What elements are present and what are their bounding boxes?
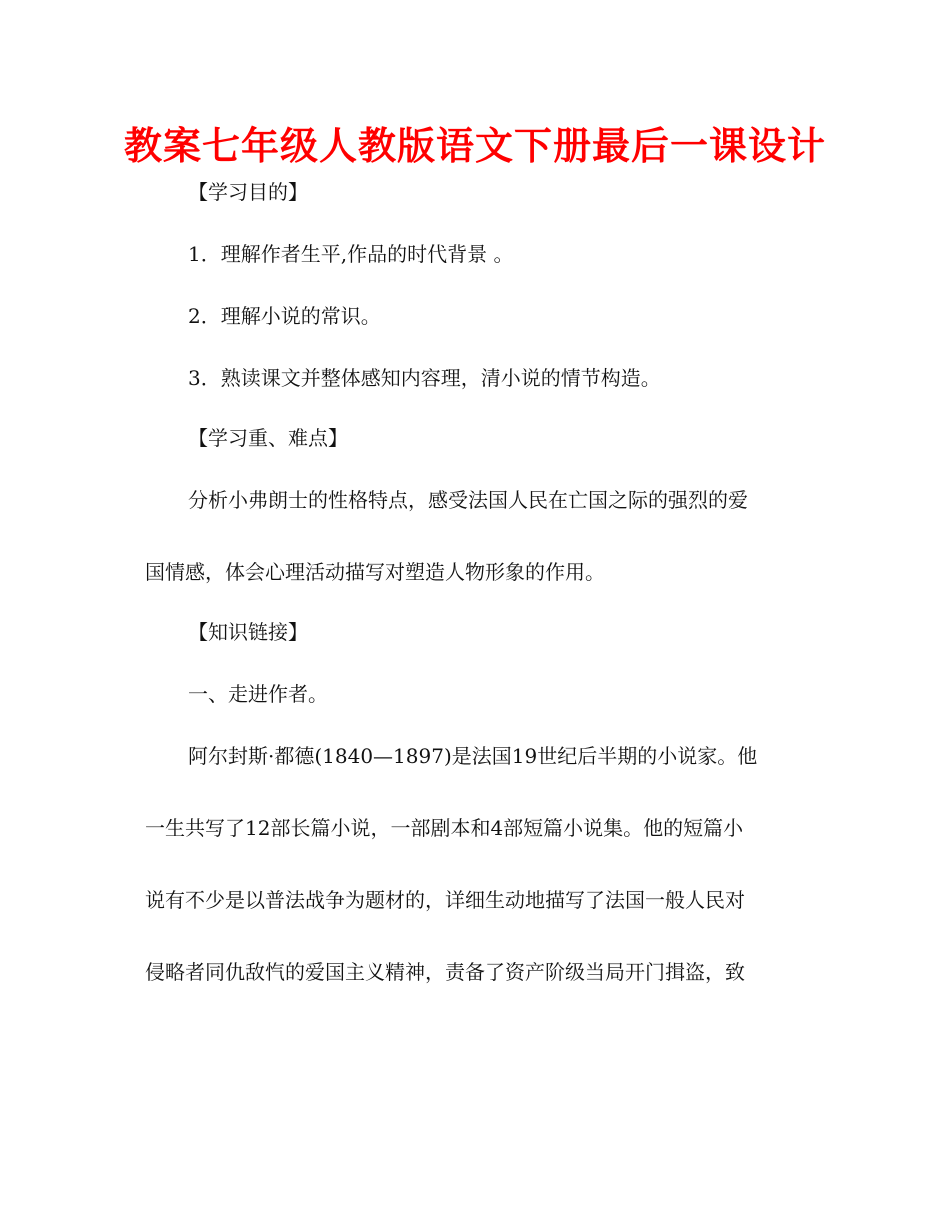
goal-item-2: 2．理解小说的常识。: [188, 304, 381, 328]
section-heading-knowledge-link: 【知识链接】: [188, 620, 308, 644]
paragraph-line: 国情感，体会心理活动描写对塑造人物形象的作用。: [145, 560, 605, 584]
subheading-author: 一、走进作者。: [188, 682, 328, 706]
paragraph-line: 侵略者同仇敌忾的爱国主义精神，责备了资产阶级当局开门揖盗，致: [145, 960, 745, 984]
paragraph-line: 阿尔封斯·都德(1840—1897)是法国19世纪后半期的小说家。他: [188, 744, 758, 768]
paragraph-line: 一生共写了12部长篇小说，一部剧本和4部短篇小说集。他的短篇小: [145, 816, 744, 840]
section-heading-key-points: 【学习重、难点】: [188, 426, 348, 450]
goal-item-3: 3．熟读课文并整体感知内容理，清小说的情节构造。: [188, 366, 661, 390]
document-title: 教案七年级人教版语文下册最后一课设计: [123, 124, 826, 168]
paragraph-line: 分析小弗朗士的性格特点，感受法国人民在亡国之际的强烈的爱: [188, 488, 748, 512]
section-heading-learning-goals: 【学习目的】: [188, 180, 308, 204]
paragraph-line: 说有不少是以普法战争为题材的，详细生动地描写了法国一般人民对: [145, 888, 745, 912]
goal-item-1: 1．理解作者生平,作品的时代背景 。: [188, 242, 514, 266]
